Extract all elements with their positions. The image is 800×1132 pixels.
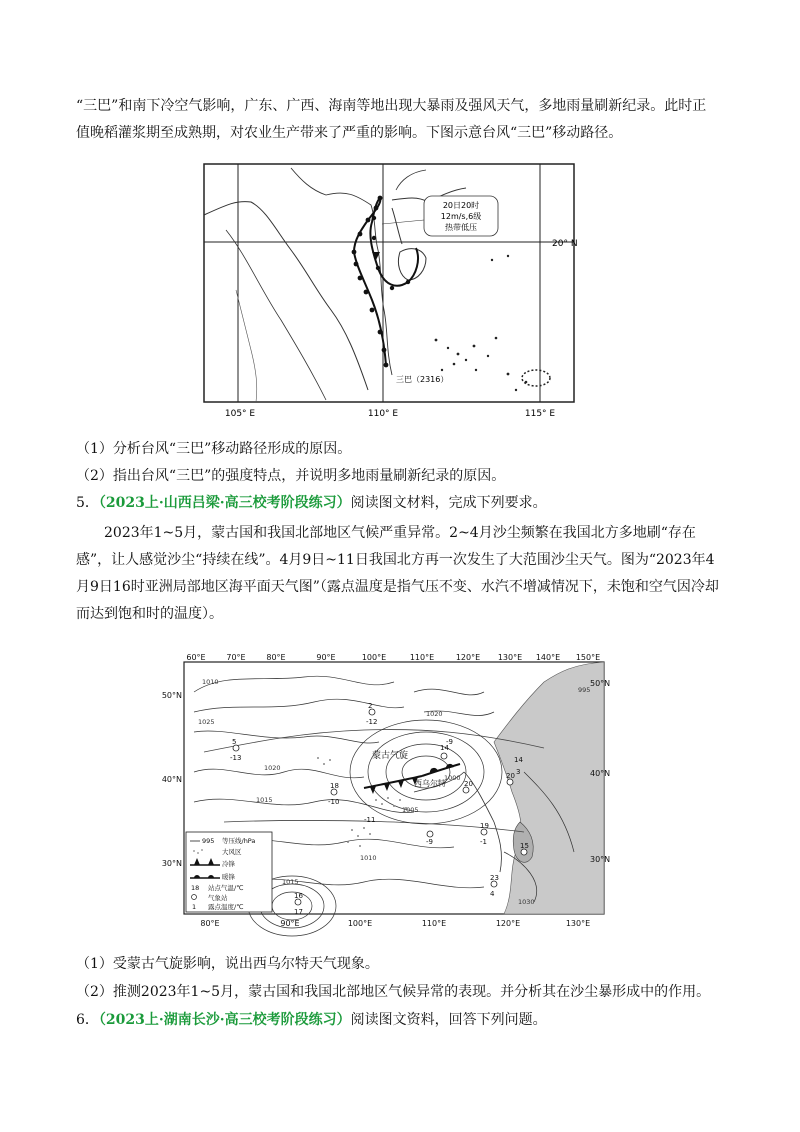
callout-line-3: 热带低压 [445, 223, 477, 232]
isobar-label-1: 1010 [202, 678, 219, 686]
lon-bottom-120: 120°E [495, 919, 521, 928]
isobar-label-11: 995 [578, 686, 591, 694]
legend-code-temp: 18 [191, 884, 200, 892]
lon-top-150: 150°E [575, 653, 601, 662]
lat-left-50: 50°N [161, 691, 182, 700]
place-mongolia-cyclone: 蒙古气旋 [372, 751, 409, 761]
q6-instruction: 阅读图文资料，回答下列问题。 [350, 1012, 547, 1028]
intro-line-1: “三巴”和南下冷空气影响，广东、广西、海南等地出现大暴雨及强风天气，多地雨量刷新纪录。此时正 [76, 98, 707, 114]
lat-left-30: 30°N [161, 859, 182, 868]
lon-label-115: 115° E [524, 409, 556, 419]
lon-top-90: 90°E [316, 653, 336, 662]
typhoon-track-map [196, 160, 588, 418]
q5-heading [76, 493, 547, 513]
q6-heading [76, 1010, 547, 1030]
q5-sub1: （1）受蒙古气旋影响，说出西乌尔特天气现象。 [76, 956, 379, 972]
q5-instruction: 阅读图文材料，完成下列要求。 [350, 495, 547, 511]
legend-cold-front: 冷锋 [222, 860, 235, 868]
station-value-21: -11 [364, 816, 376, 824]
station-value-1: 2 [368, 702, 373, 710]
station-value-11: 14 [514, 756, 523, 764]
station-value-16: 4 [490, 890, 495, 898]
isobar-label-4: 1015 [256, 796, 273, 804]
legend-code-isobar: 995 [202, 837, 215, 845]
legend-station: 气象站 [208, 894, 228, 902]
lon-label-110: 110° E [367, 409, 399, 419]
isobar-label-8: 1015 [282, 878, 299, 886]
typhoon-name-label: 三巴（2316） [396, 375, 449, 384]
station-value-4: -13 [230, 754, 242, 762]
lat-left-40: 40°N [161, 775, 182, 784]
weather-chart-map [161, 652, 616, 932]
station-value-6: -9 [446, 738, 453, 746]
lon-label-105: 105° E [224, 409, 256, 419]
isobar-label-6: 1000 [444, 774, 461, 782]
station-value-17: 16 [294, 892, 303, 900]
q5-sub2: （2）推测2023年1~5月，蒙古国和我国北部地区气候异常的表现。并分析其在沙尘暴形成中的作用。 [76, 984, 711, 1000]
intro-line-2: 值晚稻灌浆期至成熟期，对农业生产带来了严重的影响。下图示意台风“三巴”移动路径。 [76, 125, 623, 141]
isobar-label-10: 1030 [518, 898, 535, 906]
station-value-20: 20 [464, 780, 473, 788]
lon-bottom-80: 80°E [200, 919, 220, 928]
q6-number: 6． [76, 1012, 99, 1028]
q6-source: （2023上·湖南长沙·高三校考阶段练习） [98, 1012, 351, 1028]
q4-sub2: （2）指出台风“三巴”的强度特点，并说明多地雨量刷新纪录的原因。 [76, 468, 506, 484]
legend-station-temp: 站点气温/℃ [208, 884, 244, 892]
legend-code-dewpoint: 1 [192, 903, 197, 911]
legend-wind-area: 大风区 [222, 848, 242, 856]
lon-top-60: 60°E [186, 653, 206, 662]
lon-bottom-90: 90°E [280, 919, 300, 928]
station-value-12: 3 [516, 768, 521, 776]
station-value-18: 17 [294, 908, 303, 916]
isobar-label-2: 1025 [198, 718, 215, 726]
lon-bottom-100: 100°E [347, 919, 373, 928]
place-xiwuerte: 西乌尔特 [414, 779, 446, 788]
station-value-10: -9 [426, 838, 433, 846]
station-value-3: 5 [232, 738, 237, 746]
callout-line-2: 12m/s,6级 [440, 212, 482, 221]
q5-number: 5． [76, 495, 99, 511]
lon-top-130: 130°E [497, 653, 523, 662]
legend-isobar: 等压线/hPa [222, 837, 256, 845]
lon-top-80: 80°E [266, 653, 286, 662]
station-value-14: -1 [480, 838, 487, 846]
station-value-2: -12 [366, 718, 378, 726]
legend-dewpoint: 露点温度/℃ [208, 903, 244, 911]
isobar-label-7: 1010 [360, 854, 377, 862]
station-value-15: 23 [490, 874, 499, 882]
lon-top-120: 120°E [455, 653, 481, 662]
station-value-7: 18 [330, 782, 339, 790]
legend-warm-front: 暖锋 [222, 873, 235, 881]
q5-source: （2023上·山西吕梁·高三校考阶段练习） [98, 495, 351, 511]
station-value-5: 14 [440, 744, 449, 752]
callout-line-1: 20日20时 [442, 201, 480, 210]
lat-label-20n: 20° N [552, 239, 578, 249]
lon-bottom-130: 130°E [565, 919, 591, 928]
lat-right-40: 40°N [590, 769, 611, 778]
q4-sub1: （1）分析台风“三巴”移动路径形成的原因。 [76, 441, 352, 457]
lat-right-30: 30°N [590, 855, 611, 864]
isobar-label-5: 1005 [402, 806, 419, 814]
station-value-9: 20 [506, 772, 515, 780]
lon-top-70: 70°E [226, 653, 246, 662]
lon-top-100: 100°E [361, 653, 387, 662]
station-value-8: -10 [328, 798, 340, 806]
lon-top-140: 140°E [535, 653, 561, 662]
lon-top-110: 110°E [409, 653, 435, 662]
lon-bottom-110: 110°E [421, 919, 447, 928]
isobar-label-3: 1020 [264, 764, 281, 772]
q5-material: 2023年1~5月，蒙古国和我国北部地区气候严重异常。2~4月沙尘频繁在我国北方多地刷“存在感”，让人感觉沙尘“持续在线”。4月9日~11日我国北方再一次发生了大范围沙尘天气。图为“2023年4月9日16时亚洲局部地区海平面天气图”（露点温度是指气压不变、水汽不增减情况下，未饱和空气因冷却而达到饱和时的温度）。 [76, 525, 719, 622]
station-value-19: 15 [520, 842, 529, 850]
lat-right-50: 50°N [590, 679, 611, 688]
isobar-label-9: 1020 [426, 710, 443, 718]
station-value-13: 19 [480, 822, 489, 830]
